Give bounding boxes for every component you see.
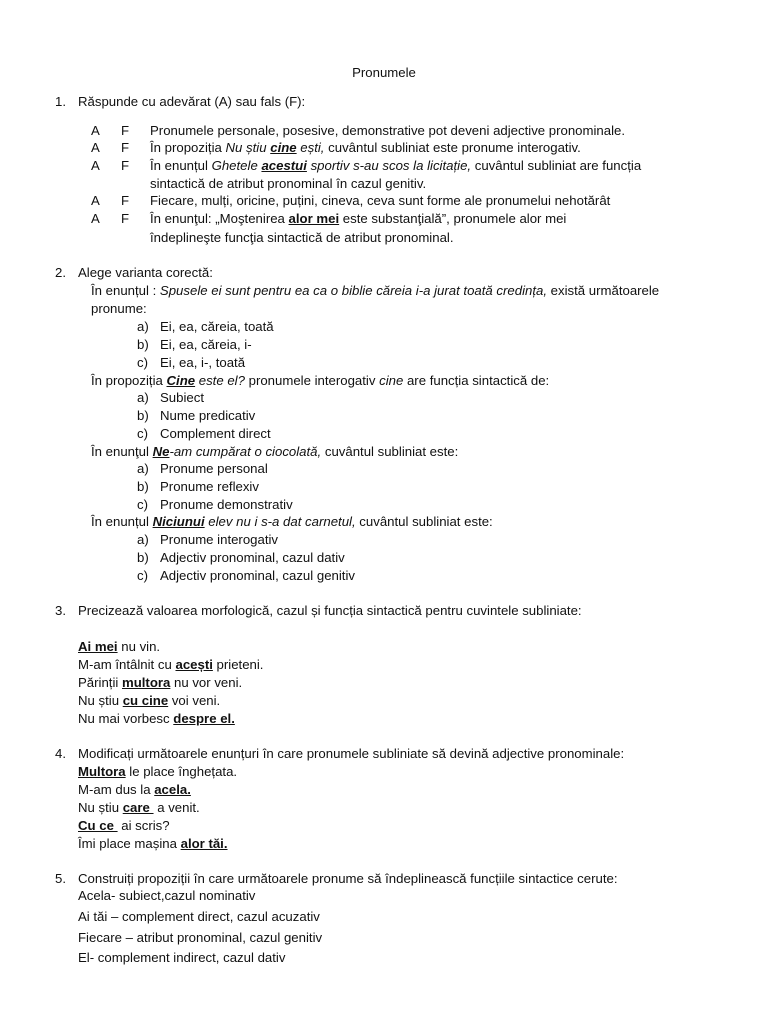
q5-line: Fiecare – atribut pronominal, cazul genitiv [78, 930, 323, 945]
q4-text: Modificați următoarele enunțuri în care pronumele subliniate să devină adjective pronominale: [78, 746, 625, 761]
option-letter: a) [137, 319, 149, 334]
option-letter: b) [137, 337, 149, 352]
q2-number: 2. [55, 265, 66, 280]
q3-line: Părinții multora nu vor veni. [78, 675, 243, 690]
q2-text: Alege varianta corectă: [78, 265, 213, 280]
true-option: A [91, 211, 100, 226]
q1-text: Răspunde cu adevărat (A) sau fals (F): [78, 94, 306, 109]
q5-number: 5. [55, 871, 66, 886]
q1-statement-continued: sintactică de atribut pronominal în cazul genitiv. [150, 176, 427, 191]
q4-line: Cu ce ai scris? [78, 818, 170, 833]
option-letter: c) [137, 568, 148, 583]
q4-line: Multora le place înghețata. [78, 764, 238, 779]
option-letter: a) [137, 390, 149, 405]
q3-number: 3. [55, 603, 66, 618]
option-letter: c) [137, 426, 148, 441]
q4-number: 4. [55, 746, 66, 761]
q4-line: Îmi place mașina alor tăi. [78, 836, 228, 851]
q4-line: M-am dus la acela. [78, 782, 191, 797]
q5-line: Ai tăi – complement direct, cazul acuzativ [78, 909, 320, 924]
true-option: A [91, 158, 100, 173]
q5-line: El- complement indirect, cazul dativ [78, 950, 286, 965]
option-letter: a) [137, 461, 149, 476]
q3-line: Ai mei nu vin. [78, 639, 161, 654]
q1-statement: Fiecare, mulți, oricine, puțini, cineva, ceva sunt forme ale pronumelui nehotărât [150, 193, 611, 208]
option-letter: c) [137, 355, 148, 370]
q1-statement: În propoziția Nu știu cine ești, cuvântul subliniat este pronume interogativ. [150, 140, 581, 155]
option-text: Subiect [160, 390, 204, 405]
false-option: F [121, 211, 130, 226]
page-title: Pronumele [352, 65, 416, 80]
q4-line: Nu știu care a venit. [78, 800, 200, 815]
q1-number: 1. [55, 94, 66, 109]
option-text: Pronume interogativ [160, 532, 279, 547]
q2-sentence-1-continued: pronume: [91, 301, 147, 316]
q2-sentence-2: În propoziția Cine este el? pronumele interogativ cine are funcția sintactică de: [91, 373, 550, 388]
true-option: A [91, 123, 100, 138]
option-text: Pronume reflexiv [160, 479, 259, 494]
q2-sentence-1: În enunțul : Spusele ei sunt pentru ea ca o biblie căreia i-a jurat toată credința, există următoarele [91, 283, 660, 298]
option-text: Nume predicativ [160, 408, 256, 423]
option-letter: a) [137, 532, 149, 547]
option-text: Adjectiv pronominal, cazul genitiv [160, 568, 355, 583]
option-letter: b) [137, 408, 149, 423]
option-text: Ei, ea, i-, toată [160, 355, 246, 370]
q1-statement: În enunțul Ghetele acestui sportiv s-au scos la licitație, cuvântul subliniat are funcția [150, 158, 642, 173]
q2-sentence-3: În enunţul Ne-am cumpărat o ciocolată, cuvântul subliniat este: [91, 444, 459, 459]
option-text: Pronume demonstrativ [160, 497, 293, 512]
option-text: Pronume personal [160, 461, 268, 476]
q5-line: Acela- subiect,cazul nominativ [78, 888, 256, 903]
option-text: Ei, ea, căreia, toată [160, 319, 274, 334]
option-letter: b) [137, 479, 149, 494]
option-text: Adjectiv pronominal, cazul dativ [160, 550, 345, 565]
option-text: Complement direct [160, 426, 271, 441]
q3-text: Precizează valoarea morfologică, cazul și funcția sintactică pentru cuvintele subliniate: [78, 603, 582, 618]
false-option: F [121, 123, 130, 138]
q3-line: Nu știu cu cine voi veni. [78, 693, 221, 708]
false-option: F [121, 140, 130, 155]
true-option: A [91, 140, 100, 155]
true-option: A [91, 193, 100, 208]
q1-statement: În enunţul: „Moştenirea alor mei este substanţială”, pronumele alor mei [150, 211, 567, 226]
false-option: F [121, 158, 130, 173]
option-text: Ei, ea, căreia, i- [160, 337, 252, 352]
option-letter: c) [137, 497, 148, 512]
q3-line: M-am întâlnit cu acești prieteni. [78, 657, 264, 672]
q1-statement: Pronumele personale, posesive, demonstrative pot deveni adjective pronominale. [150, 123, 626, 138]
q5-text: Construiți propoziții în care următoarele pronume să îndeplinească funcțiile sintactice cerute: [78, 871, 618, 886]
option-letter: b) [137, 550, 149, 565]
q3-line: Nu mai vorbesc despre el. [78, 711, 235, 726]
q1-statement-continued: îndeplineşte funcţia sintactică de atribut pronominal. [150, 230, 454, 245]
false-option: F [121, 193, 130, 208]
q2-sentence-4: În enunțul Niciunui elev nu i s-a dat carnetul, cuvântul subliniat este: [91, 514, 493, 529]
